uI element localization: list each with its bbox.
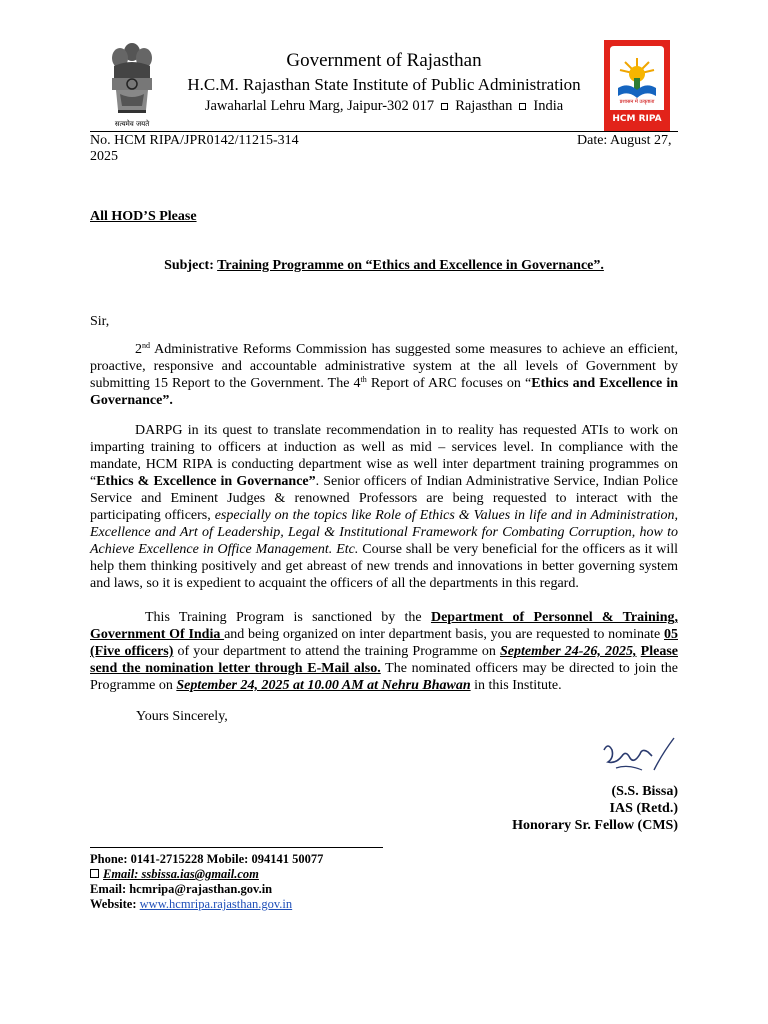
letterhead-institute: H.C.M. Rajasthan State Institute of Public Administration bbox=[187, 75, 581, 94]
address-country: India bbox=[533, 98, 564, 114]
letter-date: Date: August 27, bbox=[577, 133, 672, 148]
p2-text: DARPG in its quest to translate recommendation in to reality has requested ATIs to work on imparting training to officers at induction as well as mid – services level. In compliance with the mandate, HCM RIPA is conducting department wise as well inter department training programmes on “ bbox=[90, 423, 678, 489]
separator-square-icon bbox=[519, 103, 526, 110]
p1-superscript: nd bbox=[142, 341, 150, 350]
p2-italic-text: especially on the topics like Role of Ethics & Values in life and in Administration, Excellence and Art of Leadership, Legal & Institutional Framework for Combating Corruption, how to Achieve Excellence in Office Management. Etc. bbox=[90, 508, 678, 557]
logo-tagline: प्रशासन में उत्कृष्टता bbox=[619, 99, 655, 105]
address-state: Rajasthan bbox=[455, 98, 513, 114]
addressee: All HOD’S Please bbox=[90, 209, 197, 224]
closing: Yours Sincerely, bbox=[136, 709, 228, 724]
contact-email-personal[interactable]: Email: ssbissa.ias@gmail.com bbox=[103, 867, 259, 881]
signature-block bbox=[440, 783, 678, 834]
contact-email-office: Email: hcmripa@rajasthan.gov.in bbox=[90, 882, 273, 896]
handwritten-signature bbox=[596, 734, 678, 786]
letterhead-address bbox=[170, 98, 598, 115]
paragraph-3 bbox=[90, 609, 678, 694]
footer-divider bbox=[90, 847, 383, 848]
signatory-name: (S.S. Bissa) bbox=[611, 784, 678, 799]
p1-superscript: th bbox=[360, 375, 367, 384]
letterhead-government: Government of Rajasthan bbox=[286, 50, 482, 71]
p3-text: and being organized on inter department basis, you are requested to nominate bbox=[224, 627, 664, 642]
signatory-role: Honorary Sr. Fellow (CMS) bbox=[512, 818, 678, 833]
hcm-ripa-logo bbox=[604, 40, 670, 132]
p3-text: The nominated officers may be directed to join the Programme on bbox=[90, 661, 678, 693]
national-emblem-logo bbox=[106, 40, 158, 134]
salutation: Sir, bbox=[90, 314, 110, 329]
paragraph-1 bbox=[90, 341, 678, 409]
address-street: Jawaharlal Lehru Marg, Jaipur-302 017 bbox=[204, 98, 435, 114]
p3-email-request: Please send the nomination letter through E-Mail also. bbox=[90, 644, 678, 676]
subject-line bbox=[90, 258, 678, 274]
p3-text: in this Institute. bbox=[470, 678, 562, 693]
subject-label: Subject: bbox=[164, 258, 214, 273]
contact-block bbox=[90, 852, 323, 912]
separator-square-icon bbox=[441, 103, 448, 110]
contact-phone: Phone: 0141-2715228 Mobile: 094141 50077 bbox=[90, 852, 324, 866]
website-label: Website: bbox=[90, 897, 140, 911]
emblem-caption: सत्यमेव जयते bbox=[114, 120, 150, 128]
checkbox-bullet-icon bbox=[90, 869, 99, 878]
p3-programme-dates: September 24-26, 2025, bbox=[499, 644, 637, 659]
p1-text: 2 bbox=[135, 342, 142, 357]
p1-text: Report of ARC focuses on “ bbox=[366, 376, 532, 391]
p2-text: . Senior officers of Indian Administrative Service, Indian Police Service and Eminent Judges & renowned Professors are being requested to interact with the participating officers, bbox=[90, 474, 679, 523]
p3-joining-time: September 24, 2025 at 10.00 AM at Nehru Bhawan bbox=[176, 678, 471, 693]
paragraph-2 bbox=[90, 422, 678, 592]
website-link[interactable]: www.hcmripa.rajasthan.gov.in bbox=[139, 897, 293, 911]
p3-text: of your department to attend the training Programme on bbox=[173, 644, 500, 659]
p1-text: Administrative Reforms Commission has suggested some measures to achieve an efficient, proactive, responsive and accountable administrative system at the all levels of Government by submitting 15 Report to the Government. The 4 bbox=[90, 342, 678, 391]
reference-number: No. HCM RIPA/JPR0142/11215-314 2025 bbox=[90, 133, 299, 164]
logo-text: HCM RIPA bbox=[612, 114, 662, 124]
p2-bold-text: Ethics & Excellence in Governance” bbox=[96, 474, 316, 489]
subject-text: Training Programme on “Ethics and Excellence in Governance”. bbox=[217, 258, 604, 273]
p1-bold-text: Ethics and Excellence in Governance”. bbox=[90, 376, 678, 408]
signatory-title: IAS (Retd.) bbox=[609, 801, 678, 816]
p3-text: This Training Program is sanctioned by the bbox=[145, 610, 431, 625]
letterhead-divider bbox=[90, 131, 678, 132]
p2-text: Course shall be very beneficial for the officers as it will help them thinking positively and get abreast of new trends and innovations in better governing system and laws, so it is expedient to acquaint the officers of all the departments in this regard. bbox=[90, 542, 678, 591]
p3-bold-count: 05 (Five officers) bbox=[90, 627, 678, 659]
p3-bold-dopt: Department of Personnel & Training, Government Of India bbox=[90, 610, 678, 642]
